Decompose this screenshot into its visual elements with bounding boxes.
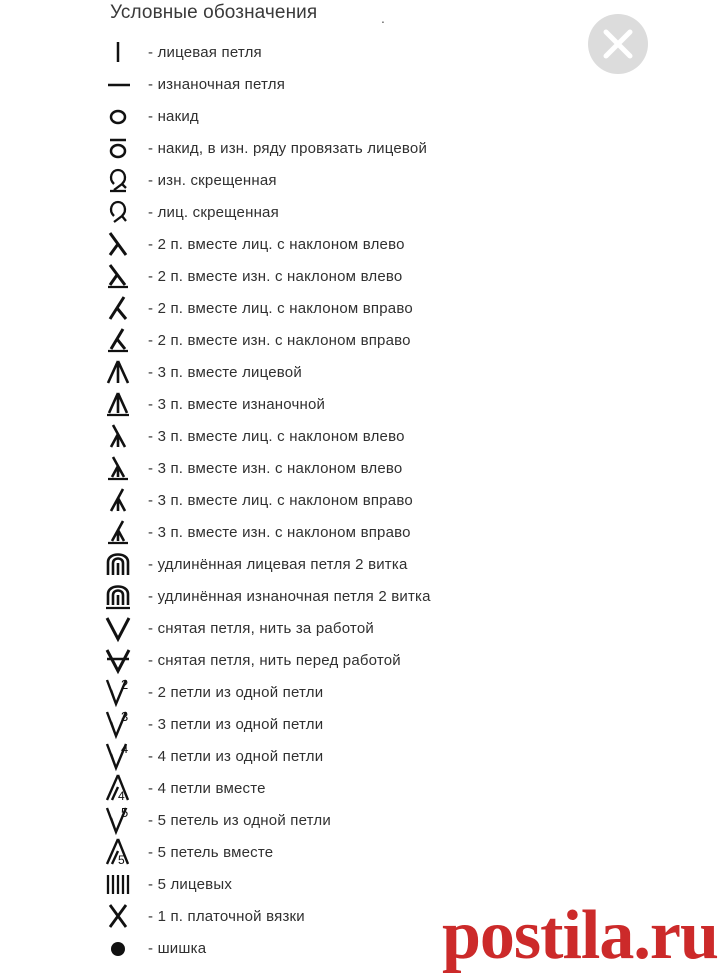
legend-item xyxy=(104,100,524,132)
knit-stitch-icon xyxy=(104,36,144,68)
legend-item xyxy=(104,676,524,708)
yarn-over-knit-next-row-icon xyxy=(104,132,144,164)
legend-label: - снятая петля, нить за работой xyxy=(148,620,374,637)
p2tog-left-icon xyxy=(104,260,144,292)
legend-label: - 5 лицевых xyxy=(148,876,233,893)
legend-item xyxy=(104,324,524,356)
legend-item xyxy=(104,420,524,452)
legend-item xyxy=(104,388,524,420)
bobble-icon xyxy=(104,932,144,964)
legend-item xyxy=(104,516,524,548)
legend-label: - 3 п. вместе изн. с наклоном влево xyxy=(148,460,403,477)
legend-item xyxy=(104,68,524,100)
five-knit-icon xyxy=(104,868,144,900)
legend-item xyxy=(104,836,524,868)
symbol-number: 4 xyxy=(118,789,125,803)
legend-label: - накид, в изн. ряду провязать лицевой xyxy=(148,140,428,157)
legend-item xyxy=(104,356,524,388)
increase-5-icon xyxy=(104,804,144,836)
p3tog-icon xyxy=(104,388,144,420)
legend-label: - 3 п. вместе изн. с наклоном вправо xyxy=(148,524,411,541)
legend-item xyxy=(104,452,524,484)
legend-label: - 5 петель вместе xyxy=(148,844,274,861)
legend-item xyxy=(104,36,524,68)
legend-item xyxy=(104,164,524,196)
legend-item xyxy=(104,548,524,580)
legend-label: - 2 петли из одной петли xyxy=(148,684,324,701)
legend-item xyxy=(104,132,524,164)
legend-item xyxy=(104,260,524,292)
close-icon xyxy=(588,14,648,74)
legend-label: - 3 п. вместе лиц. с наклоном вправо xyxy=(148,492,413,509)
legend-item xyxy=(104,708,524,740)
legend-item xyxy=(104,772,524,804)
title-dot: . xyxy=(381,10,385,26)
legend-label: - удлинённая лицевая петля 2 витка xyxy=(148,556,408,573)
symbol-number: 2 xyxy=(121,677,129,692)
elongated-purl-icon xyxy=(104,580,144,612)
legend-label: - 1 п. платочной вязки xyxy=(148,908,305,925)
legend-label: - шишка xyxy=(148,940,207,957)
legend-label: - 2 п. вместе изн. с наклоном влево xyxy=(148,268,403,285)
k2tog-right-icon xyxy=(104,292,144,324)
legend-label: - изн. скрещенная xyxy=(148,172,277,189)
legend-label: - 2 п. вместе лиц. с наклоном вправо xyxy=(148,300,413,317)
legend-label: - накид xyxy=(148,108,199,125)
purl-stitch-icon xyxy=(104,68,144,100)
p3tog-right-icon xyxy=(104,516,144,548)
p3tog-left-icon xyxy=(104,452,144,484)
legend-item xyxy=(104,580,524,612)
legend-label: - 2 п. вместе изн. с наклоном вправо xyxy=(148,332,411,349)
yarn-over-icon xyxy=(104,100,144,132)
legend-label: - 3 п. вместе лицевой xyxy=(148,364,302,381)
k3tog-icon xyxy=(104,356,144,388)
symbol-number: 5 xyxy=(118,853,125,867)
legend-label: - 3 п. вместе лиц. с наклоном влево xyxy=(148,428,405,445)
decrease-4-icon xyxy=(104,772,144,804)
knit-crossed-icon xyxy=(104,196,144,228)
garter-cross-icon xyxy=(104,900,144,932)
legend-label: - удлинённая изнаночная петля 2 витка xyxy=(148,588,431,605)
legend-label: - 4 петли из одной петли xyxy=(148,748,324,765)
legend-label: - изнаночная петля xyxy=(148,76,286,93)
slip-wyif-icon xyxy=(104,644,144,676)
legend-label: - 4 петли вместе xyxy=(148,780,266,797)
purl-crossed-icon xyxy=(104,164,144,196)
decrease-5-icon xyxy=(104,836,144,868)
k2tog-left-icon xyxy=(104,228,144,260)
slip-wyib-icon xyxy=(104,612,144,644)
legend-label: - 2 п. вместе лиц. с наклоном влево xyxy=(148,236,405,253)
symbol-number: 3 xyxy=(121,709,129,724)
legend-item xyxy=(104,804,524,836)
increase-3-icon xyxy=(104,708,144,740)
k3tog-right-icon xyxy=(104,484,144,516)
legend-label: - снятая петля, нить перед работой xyxy=(148,652,401,669)
symbol-number: 5 xyxy=(121,805,129,820)
legend-label: - лицевая петля xyxy=(148,44,262,61)
elongated-knit-icon xyxy=(104,548,144,580)
watermark: postila.ru xyxy=(442,897,718,974)
legend-label: - 3 петли из одной петли xyxy=(148,716,324,733)
page-title: Условные обозначения xyxy=(110,2,318,23)
legend-label: - 3 п. вместе изнаночной xyxy=(148,396,326,413)
legend-label: - лиц. скрещенная xyxy=(148,204,279,221)
legend-item xyxy=(104,228,524,260)
legend-label: - 5 петель из одной петли xyxy=(148,812,331,829)
legend-item xyxy=(104,644,524,676)
symbol-number: 4 xyxy=(121,741,129,756)
legend-item xyxy=(104,868,524,900)
close-button[interactable] xyxy=(588,14,648,74)
k3tog-left-icon xyxy=(104,420,144,452)
legend-item xyxy=(104,484,524,516)
legend-item xyxy=(104,612,524,644)
legend-item xyxy=(104,196,524,228)
increase-2-icon xyxy=(104,676,144,708)
legend-item xyxy=(104,292,524,324)
increase-4-icon xyxy=(104,740,144,772)
p2tog-right-icon xyxy=(104,324,144,356)
legend-item xyxy=(104,740,524,772)
